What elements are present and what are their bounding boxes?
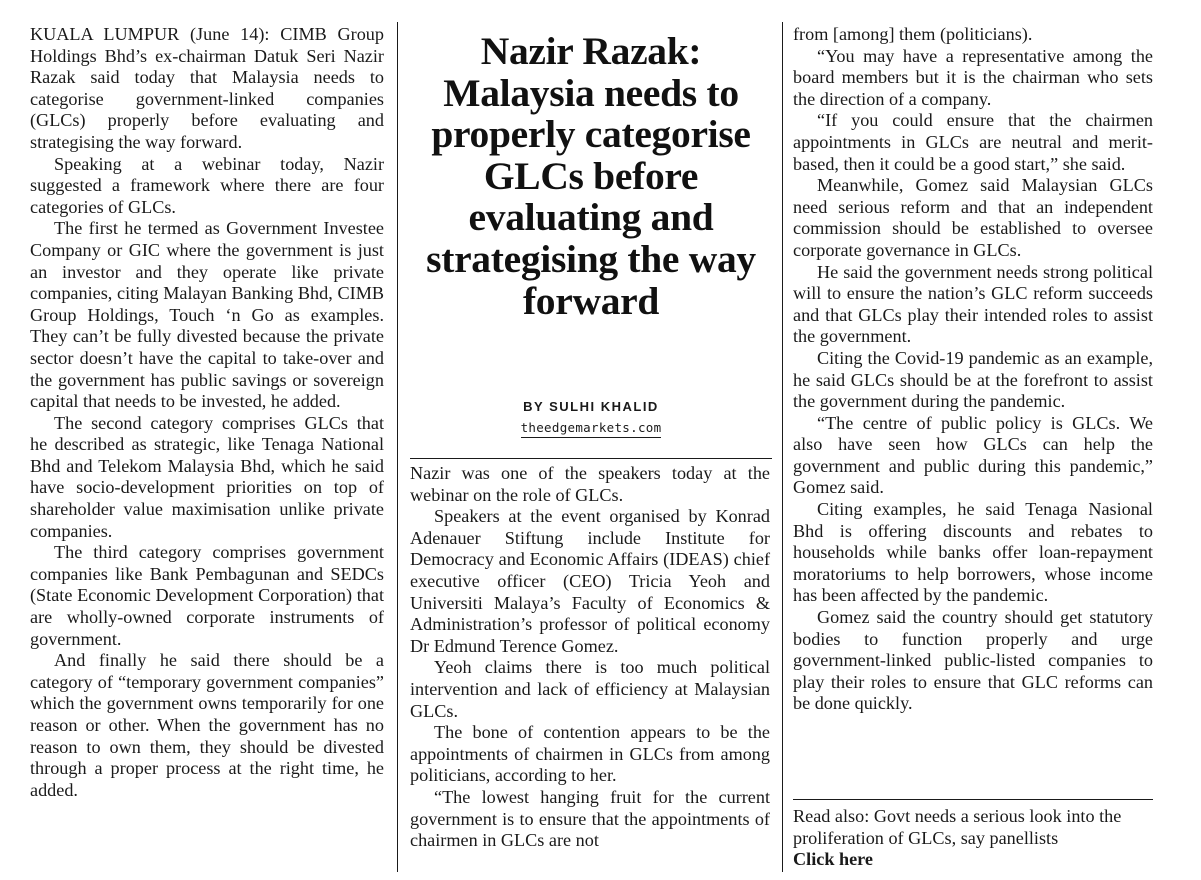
paragraph: He said the government needs strong political will to ensure the nation’s GLC reform succeeds and that GLCs play their intended roles to assist the government. — [793, 261, 1153, 347]
paragraph: from [among] them (politicians). — [793, 24, 1033, 44]
paragraph: “If you could ensure that the chairmen appointments in GLCs are neutral and merit-based, then it could be a good start,” she said. — [793, 110, 1153, 174]
column-divider — [397, 22, 398, 872]
paragraph: “You may have a representative among the board members but it is the chairman who sets the direction of a company. — [793, 45, 1153, 109]
paragraph: Gomez said the country should get statutory bodies to function properly and urge government-linked public-listed companies to play their roles to ensure that GLC reforms can be done quickly. — [793, 607, 1153, 714]
paragraph: “The lowest hanging fruit for the current government is to ensure that the appointments of chairmen in GLCs are not — [410, 786, 770, 851]
article-column-1 — [30, 24, 384, 801]
paragraph: The first he termed as Government Investee Company or GIC where the government is just an investor and they operate like private companies, citing Malayan Banking Bhd, CIMB Group Holdings, Touch ‘n Go as examples. They can’t be fully divested because the private sector doesn’t have the capital to take-over and the government has public savings or sovereign capital that needs to be invested, he added. — [30, 218, 384, 412]
paragraph: Citing examples, he said Tenaga Nasional Bhd is offering discounts and rebates to households while banks offer loan-repayment moratoriums to help borrowers, whose income has been affected by the pandemic. — [793, 499, 1153, 606]
paragraph: Speaking at a webinar today, Nazir suggested a framework where there are four categories of GLCs. — [30, 153, 384, 217]
paragraph: KUALA LUMPUR (June 14): CIMB Group Holdings Bhd’s ex-chairman Datuk Seri Nazir Razak said today that Malaysia needs to categorise government-linked companies (GLCs) properly before evaluating and strategising the way forward. — [30, 24, 384, 152]
read-also-text: Read also: Govt needs a serious look into the proliferation of GLCs, say panellists — [793, 806, 1122, 848]
click-here-link[interactable]: Click here — [793, 849, 873, 870]
paragraph: Citing the Covid-19 pandemic as an example, he said GLCs should be at the forefront to assist the government during the pandemic. — [793, 347, 1153, 412]
column-divider — [782, 22, 783, 872]
article-column-3 — [793, 24, 1153, 715]
read-also-box — [793, 806, 1153, 871]
source-label — [410, 420, 772, 435]
paragraph: Nazir was one of the speakers today at the webinar on the role of GLCs. — [410, 463, 770, 505]
paragraph: And finally he said there should be a category of “temporary government companies” which the government owns temporarily for one reason or other. When the government has no reason to own them, they should be divested through a proper process at the right time, he added. — [30, 650, 384, 800]
paragraph: The bone of contention appears to be the appointments of chairmen in GLCs from among politicians, according to her. — [410, 722, 770, 786]
paragraph: Yeoh claims there is too much political intervention and lack of efficiency at Malaysian GLCs. — [410, 657, 770, 721]
paragraph: The second category comprises GLCs that he described as strategic, like Tenaga National Bhd and Telekom Malaysia Bhd, which he said have socio-development priorities on top of shareholder value maximisation unlike private companies. — [30, 412, 384, 541]
paragraph: Meanwhile, Gomez said Malaysian GLCs need serious reform and that an independent commission should be established to oversee corporate governance in GLCs. — [793, 175, 1153, 260]
source-text: theedgemarkets.com — [521, 420, 662, 438]
paragraph: The third category comprises government companies like Bank Pembagunan and SEDCs (State Economic Development Corporation) that are wholly-owned corporate instruments of government. — [30, 542, 384, 649]
headline: Nazir Razak: Malaysia needs to properly categorise GLCs before evaluating and strategising the way forward — [426, 29, 756, 323]
paragraph: “The centre of public policy is GLCs. We also have seen how GLCs can help the government and public during this pandemic,” Gomez said. — [793, 412, 1153, 498]
headline-divider — [410, 458, 772, 459]
read-also-divider — [793, 799, 1153, 800]
article-column-2 — [410, 463, 770, 852]
paragraph: Speakers at the event organised by Konrad Adenauer Stiftung include Institute for Democracy and Economic Affairs (IDEAS) chief executive officer (CEO) Tricia Yeoh and Universiti Malaya’s Faculty of Economics & Administration’s professor of political economy Dr Edmund Terence Gomez. — [410, 506, 770, 656]
byline: BY SULHI KHALID — [523, 399, 659, 414]
